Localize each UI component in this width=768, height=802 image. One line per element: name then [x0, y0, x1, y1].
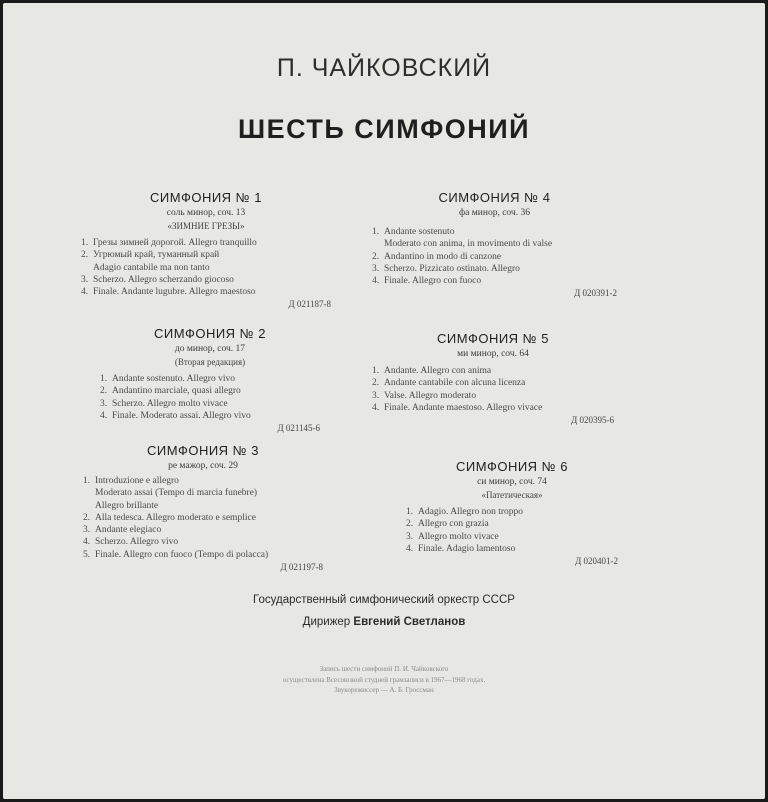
movement-list [83, 475, 323, 561]
symphony-heading: СИМФОНИЯ № 1 [150, 190, 262, 205]
note-line: Звукорежиссер — А. Б. Гроссман [334, 686, 434, 694]
symphony-heading: СИМФОНИЯ № 3 [147, 443, 259, 458]
catalog-number: Д 021145-6 [277, 423, 320, 434]
catalog-number: Д 020401-2 [575, 556, 618, 567]
movement-list [372, 226, 617, 287]
orchestra-credit: Государственный симфонический оркестр СССР [253, 594, 515, 606]
recording-notes [0, 664, 768, 696]
symphony-heading: СИМФОНИЯ № 6 [456, 459, 568, 474]
conductor-name: Евгений Светланов [353, 616, 466, 628]
symphony-block [81, 190, 331, 309]
movement-item: Allegro brillante [95, 500, 159, 511]
movement-item: 4. Finale. Allegro con fuoco [372, 276, 482, 287]
movement-item: 1. Adagio. Allegro non troppo [406, 507, 524, 517]
symphony-key: ре мажор, соч. 29 [168, 461, 238, 471]
symphony-heading: СИМФОНИЯ № 2 [154, 326, 266, 341]
movement-item: 2. Andante cantabile con alcuna licenza [372, 378, 526, 389]
movement-item: 1. Andante sostenuto. Allegro vivo [100, 374, 235, 384]
movement-item: 4. Finale. Moderato assai. Allegro vivo [100, 410, 251, 421]
movement-item: 3. Andante elegiaco [83, 525, 162, 536]
catalog-number: Д 020395-6 [571, 415, 614, 426]
album-title: ШЕСТЬ СИМФОНИЙ [237, 114, 531, 144]
conductor-label: Дирижер [302, 616, 351, 628]
movement-item: 2. Andantino marciale, quasi allegro [100, 386, 241, 397]
movement-item: 2. Allegro con grazia [406, 519, 489, 530]
movement-item: 2. Alla tedesca. Allegro moderato e semplice [83, 512, 256, 523]
movement-item: 1. Andante. Allegro con anima [372, 366, 492, 376]
movement-item: 3. Scherzo. Pizzicato ostinato. Allegro [372, 263, 520, 274]
movement-item: 1. Introduzione e allegro [83, 476, 179, 486]
movement-item: 4. Finale. Andante maestoso. Allegro vivace [372, 402, 543, 413]
symphony-block [372, 331, 614, 425]
conductor-credit [0, 616, 768, 628]
symphony-block [100, 326, 320, 433]
movement-item: 3. Scherzo. Allegro scherzando giocoso [81, 274, 234, 285]
symphony-key: си минор, соч. 74 [477, 477, 547, 487]
symphony-block [83, 443, 323, 572]
catalog-number: Д 020391-2 [574, 288, 617, 299]
movement-item: 4. Finale. Adagio lamentoso [406, 543, 516, 554]
note-line: Запись шести симфоний П. И. Чайковского [319, 665, 449, 673]
symphony-key: ми минор, соч. 64 [457, 349, 529, 359]
movement-item: 4. Finale. Andante lugubre. Allegro maestoso [81, 287, 256, 298]
catalog-number: Д 021187-8 [288, 299, 331, 310]
movement-item: Moderato assai (Tempo di marcia funebre) [95, 488, 258, 499]
symphony-block [406, 459, 618, 566]
movement-list [100, 373, 320, 422]
movement-item: 5. Finale. Allegro con fuoco (Tempo di polacca) [83, 549, 269, 560]
symphony-heading: СИМФОНИЯ № 5 [437, 331, 549, 346]
movement-list [372, 365, 614, 414]
movement-item: 1. Грезы зимней дорогой. Allegro tranquillo [81, 238, 257, 248]
movement-list [406, 506, 618, 555]
symphony-subtitle: (Вторая редакция) [174, 357, 246, 367]
symphony-key: соль минор, соч. 13 [166, 208, 246, 218]
movement-item: 3. Scherzo. Allegro molto vivace [100, 398, 228, 409]
movement-item: 3. Valse. Allegro moderato [372, 390, 477, 401]
symphony-key: фа минор, соч. 36 [459, 208, 530, 218]
movement-item: Moderato con anima, in movimento di valse [384, 239, 553, 250]
movement-item: 3. Allegro molto vivace [406, 531, 499, 542]
symphony-subtitle: «Патетическая» [481, 490, 543, 500]
symphony-block [372, 190, 617, 298]
composer-name: П. ЧАЙКОВСКИЙ [276, 54, 492, 82]
movement-item: 4. Scherzo. Allegro vivo [83, 537, 179, 548]
movement-item: 1. Andante sostenuto [372, 227, 455, 237]
catalog-number: Д 021197-8 [280, 562, 323, 573]
movement-item: Adagio cantabile ma non tanto [93, 262, 210, 273]
movement-item: 2. Andantino in modo di canzone [372, 251, 502, 262]
symphony-key: до минор, соч. 17 [174, 344, 246, 354]
symphony-heading: СИМФОНИЯ № 4 [438, 190, 551, 205]
movement-list [81, 237, 331, 298]
symphony-subtitle: «ЗИМНИЕ ГРЕЗЫ» [167, 221, 245, 231]
movement-item: 2. Угрюмый край, туманный край [81, 250, 220, 261]
note-line: осуществлена Всесоюзной студией грамзаписи в 1967—1968 годах. [282, 675, 486, 684]
